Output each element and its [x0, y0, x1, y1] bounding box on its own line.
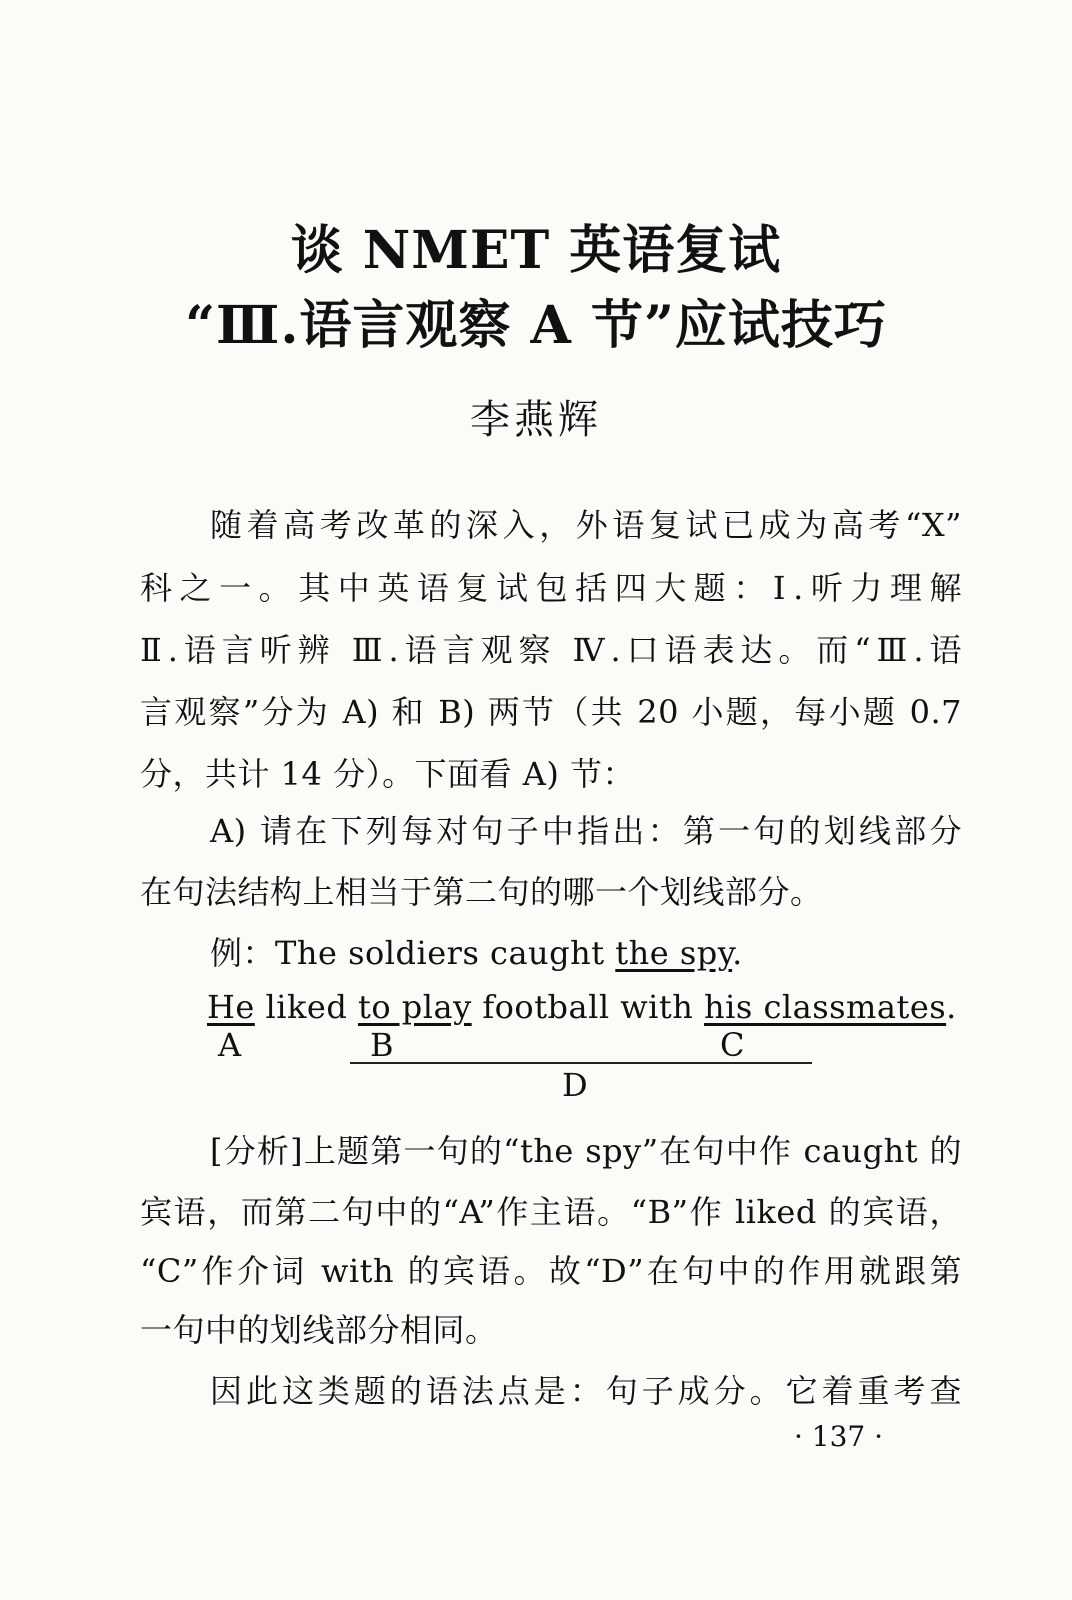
analysis-line: 一句中的划线部分相同。	[140, 1311, 498, 1349]
page-number: · 137 ·	[794, 1420, 884, 1453]
sentence-2-text: liked	[254, 988, 358, 1026]
analysis-line: [分析]上题第一句的“the spy”在句中作 caught 的	[210, 1132, 962, 1170]
sentence-1-end: .	[732, 934, 743, 972]
analysis-line: 宾语，而第二句中的“A”作主语。“B”作 liked 的宾语，	[140, 1193, 962, 1231]
sentence-1-underlined: the spy	[615, 934, 733, 972]
sentence-2-end: .	[946, 988, 957, 1026]
underlined-part-a: He	[207, 988, 255, 1026]
label-a: A	[218, 1026, 242, 1064]
paragraph-line: 科之一。其中英语复试包括四大题：Ⅰ.听力理解	[140, 569, 962, 607]
instruction-line: A) 请在下列每对句子中指出：第一句的划线部分	[210, 812, 962, 850]
paragraph-line: Ⅱ.语言听辨 Ⅲ.语言观察 Ⅳ.口语表达。而“Ⅲ.语	[140, 631, 962, 669]
instruction-line: 在句法结构上相当于第二句的哪一个划线部分。	[140, 873, 823, 911]
title-line-1: 谈 NMET 英语复试	[290, 220, 782, 281]
label-b: B	[370, 1026, 394, 1064]
paragraph-line: 言观察”分为 A) 和 B) 两节（共 20 小题，每小题 0.7	[140, 693, 962, 731]
paragraph-line: 分，共计 14 分）。下面看 A) 节：	[140, 755, 636, 793]
author: 李燕辉	[470, 397, 602, 443]
title-line-2: “Ⅲ.语言观察 A 节”应试技巧	[185, 295, 887, 356]
underlined-part-b: to play	[357, 988, 472, 1026]
underlined-part-c: his classmates	[704, 988, 947, 1026]
conclusion-line: 因此这类题的语法点是：句子成分。它着重考查	[210, 1372, 962, 1410]
bracket-line-d	[350, 1062, 812, 1064]
example-sentence-2	[207, 988, 959, 1026]
label-c: C	[720, 1026, 745, 1064]
analysis-line: “C”作介词 with 的宾语。故“D”在句中的作用就跟第	[140, 1252, 962, 1290]
example-prefix: 例：	[210, 934, 276, 972]
sentence-2-text: football with	[471, 988, 705, 1026]
label-d: D	[562, 1066, 588, 1104]
sentence-1-text: The soldiers caught	[275, 934, 616, 972]
example-sentence-1	[210, 928, 962, 974]
paragraph-line: 随着高考改革的深入，外语复试已成为高考“X”	[210, 506, 962, 544]
